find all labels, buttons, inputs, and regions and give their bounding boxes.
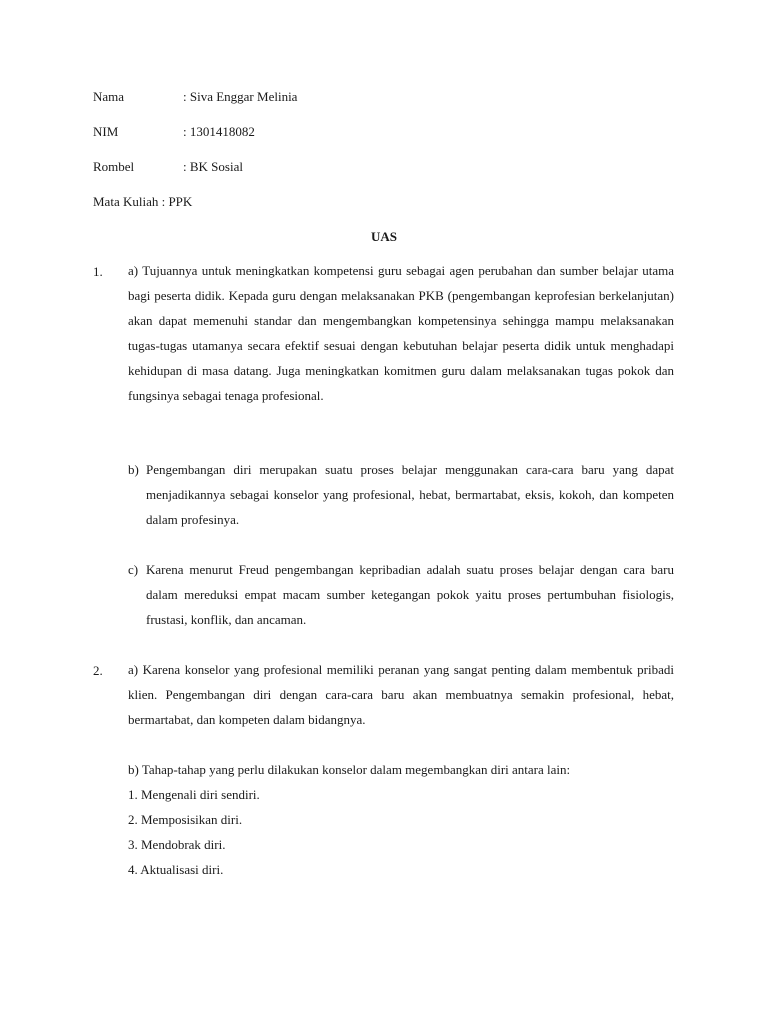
question-1c-marker: c) — [128, 562, 139, 577]
question-1c-text: Karena menurut Freud pengembangan kepribadian adalah suatu proses belajar dengan cara baru dalam mereduksi empat macam sumber ketegangan pokok yaitu proses pertumbuhan fisiologis, frustasi, konflik, dan ancaman. — [146, 562, 674, 627]
nama-value: : Siva Enggar Melinia — [183, 89, 298, 104]
header-nim-row — [93, 124, 255, 140]
matkul-value: : PPK — [161, 194, 193, 209]
question-1a-marker: a) — [128, 263, 139, 278]
question-1b-text: Pengembangan diri merupakan suatu proses belajar menggunakan cara-cara baru yang dapat menjadikannya sebagai konselor yang profesional, hebat, bermartabat, eksis, kokoh, dan kompeten dalam profesinya. — [146, 462, 674, 527]
question-2a-paragraph — [128, 657, 674, 732]
question-2a-marker: a) — [128, 662, 139, 677]
matkul-label: Mata Kuliah — [93, 194, 159, 209]
nim-value: : 1301418082 — [183, 124, 255, 139]
header-nama-row — [93, 89, 297, 105]
rombel-label: Rombel — [93, 159, 135, 174]
header-rombel-row — [93, 159, 243, 175]
question-1b-marker: b) — [128, 462, 139, 477]
step-item-2: 2. Memposisikan diri. — [128, 812, 243, 827]
question-1a-paragraph — [128, 258, 674, 408]
header-matkul-row — [93, 194, 192, 210]
question-1-number: 1. — [93, 264, 103, 279]
step-item-3: 3. Mendobrak diri. — [128, 837, 226, 852]
question-2-number: 2. — [93, 663, 103, 678]
question-2a-text: Karena konselor yang profesional memiliki peranan yang sangat penting dalam membentuk pribadi klien. Pengembangan diri dengan cara-cara baru akan membuatnya semakin profesional, hebat, bermartabat, dan kompeten dalam bidangnya. — [128, 662, 674, 727]
step-item-4: 4. Aktualisasi diri. — [128, 862, 224, 877]
question-1b-paragraph — [128, 457, 674, 532]
rombel-value: : BK Sosial — [183, 159, 243, 174]
nama-label: Nama — [93, 89, 125, 104]
question-2b-intro: b) Tahap-tahap yang perlu dilakukan konselor dalam megembangkan diri antara lain: — [128, 762, 571, 777]
question-1c-paragraph — [128, 557, 674, 632]
step-item-1: 1. Mengenali diri sendiri. — [128, 787, 260, 802]
document-title: UAS — [370, 229, 397, 244]
question-1a-text: Tujuannya untuk meningkatkan kompetensi guru sebagai agen perubahan dan sumber belajar utama bagi peserta didik. Kepada guru dengan melaksanakan PKB (pengembangan keprofesian berkelanjutan) akan dapat memenuhi standar dan mengembangkan kompetensinya sehingga mampu melaksanakan tugas-tugas utamanya secara efektif sesuai dengan kebutuhan belajar peserta didik untuk menghadapi kehidupan di masa datang. Juga meningkatkan komitmen guru dalam melaksanakan tugas pokok dan fungsinya sebagai tenaga profesional. — [128, 263, 675, 403]
nim-label: NIM — [93, 124, 119, 139]
